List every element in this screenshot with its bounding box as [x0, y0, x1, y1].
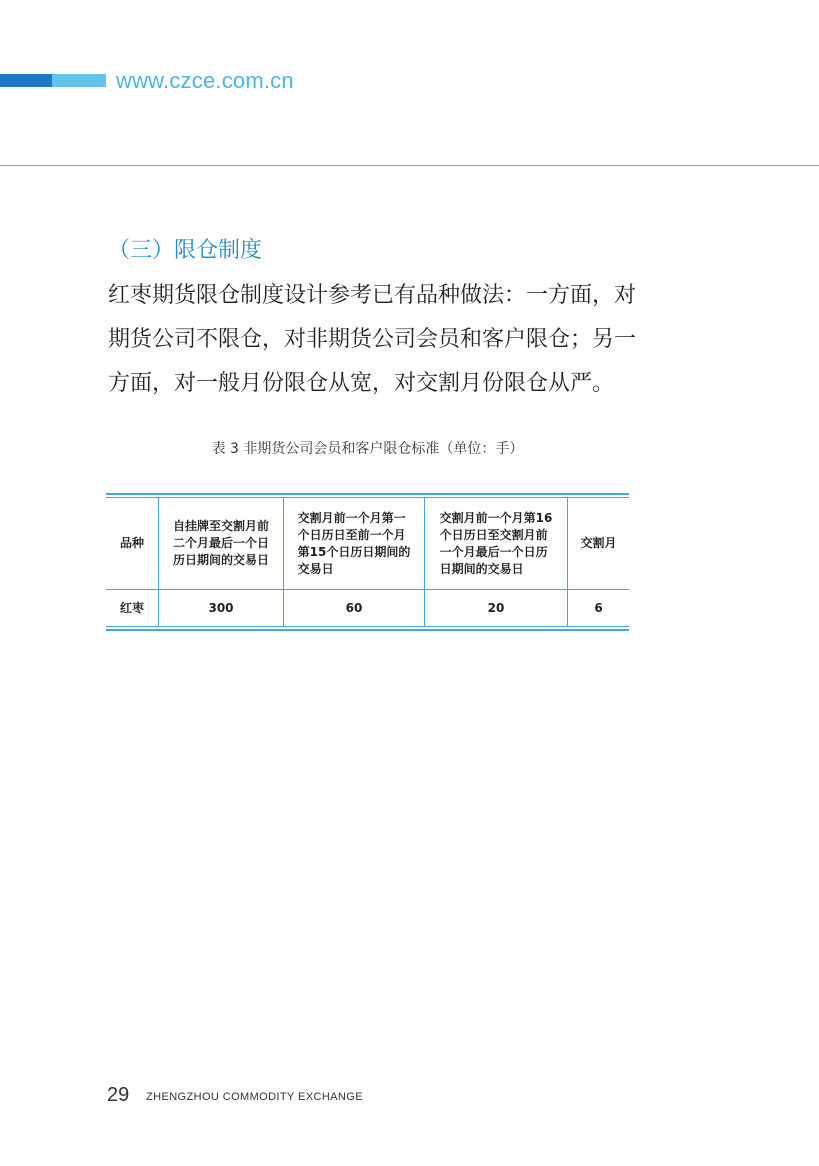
table-cell	[159, 590, 283, 626]
header-second-half-period: 交割月前一个月第16 个日历日至交割月前 一个月最后一个日历 日期间的交易日	[439, 510, 553, 576]
header-url: www.czce.com.cn	[116, 68, 294, 93]
header-divider	[0, 165, 819, 166]
header-listing-period: 自挂牌至交割月前 二个月最后一个日 历日期间的交易日	[172, 519, 269, 567]
header-variety: 品种	[119, 536, 144, 550]
paragraph-line: 红枣期货限仓制度设计参考已有品种做法：一方面，对	[108, 283, 637, 308]
cell-variety: 红枣	[119, 600, 144, 615]
footer-org-name: ZHENGZHOU COMMODITY EXCHANGE	[146, 1091, 363, 1103]
cell-second-half-period: 20	[487, 600, 505, 615]
cell-listing-period: 300	[208, 600, 234, 615]
paragraph-line: 期货公司不限仓，对非期货公司会员和客户限仓；另一	[108, 327, 637, 352]
table-header-cell	[425, 498, 567, 589]
table-cell	[425, 590, 567, 626]
table-header-cell	[106, 498, 158, 589]
page-number: 29	[107, 1084, 130, 1106]
table-cell	[284, 590, 424, 626]
table-cell	[568, 590, 629, 626]
body-paragraph	[108, 274, 638, 406]
table-top-rule	[106, 493, 629, 495]
header-accent-bar-light	[52, 74, 106, 87]
table-caption: 表 3 非期货公司会员和客户限仓标准（单位：手）	[211, 441, 524, 457]
cell-first-half-period: 60	[345, 600, 363, 615]
cell-delivery-month: 6	[594, 600, 603, 615]
table-bottom-rule	[106, 629, 629, 631]
section-title: （三）限仓制度	[108, 238, 263, 263]
table-header-cell	[284, 498, 424, 589]
table-header-cell	[159, 498, 283, 589]
paragraph-line: 方面，对一般月份限仓从宽，对交割月份限仓从严。	[108, 371, 615, 396]
table-bottom-rule-thin	[106, 626, 629, 627]
header-delivery-month: 交割月	[580, 536, 617, 550]
header-accent-bar-dark	[0, 74, 52, 87]
header-first-half-period: 交割月前一个月第一 个日历日至前一个月 第15个日历日期间的 交易日	[297, 510, 411, 576]
table-cell	[106, 590, 158, 626]
table-header-cell	[568, 498, 629, 589]
